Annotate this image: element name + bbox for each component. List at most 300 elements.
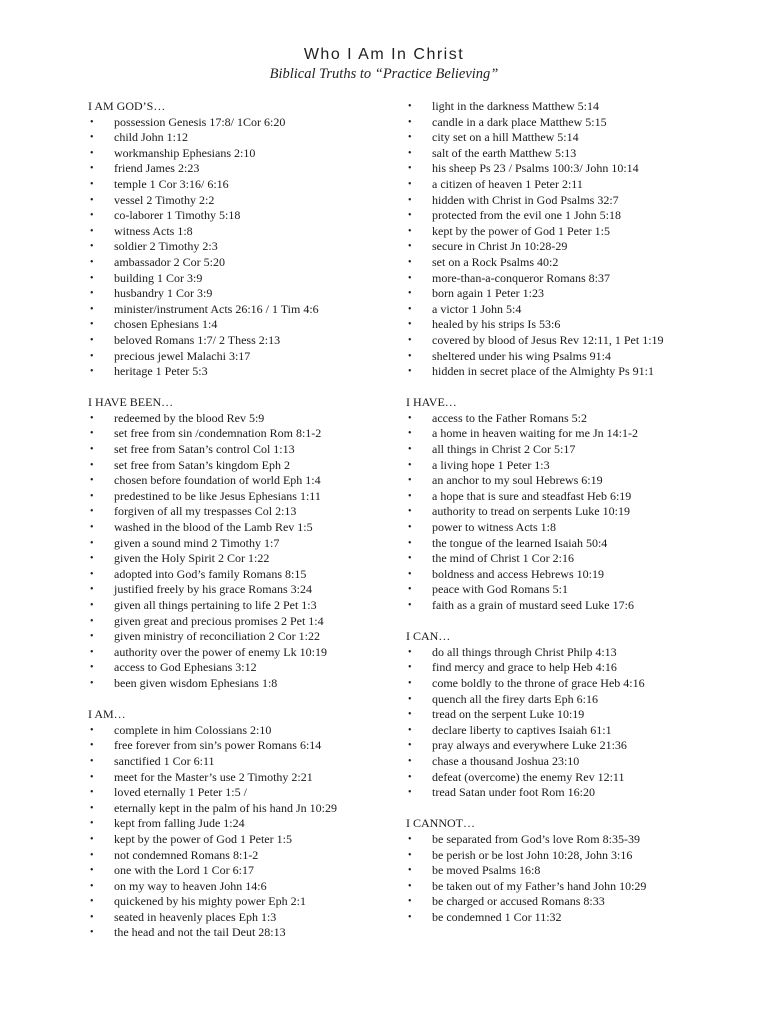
list-item [88,582,388,598]
list-item [88,801,388,817]
list-item-text: kept from falling Jude 1:24 [114,816,245,831]
list-item-text: predestined to be like Jesus Ephesians 1:11 [114,488,321,503]
list-item-text: more-than-a-conqueror Romans 8:37 [432,270,610,285]
bullet-icon: • [408,568,412,580]
list-item [88,442,388,458]
bullet-icon: • [408,412,412,424]
list-item [406,473,726,489]
list-item [88,520,388,536]
list-item-text: be perish or be lost John 10:28, John 3:16 [432,847,633,862]
bullet-icon: • [90,241,94,253]
section-heading: I CAN… [406,629,451,644]
list-item [406,426,726,442]
list-item [88,177,388,193]
list-item [406,317,726,333]
list-item [88,504,388,520]
bullet-icon: • [90,911,94,923]
bullet-icon: • [408,522,412,534]
list-item-text: set free from Satan’s kingdom Eph 2 [114,457,290,472]
list-item [88,349,388,365]
page-title: Who I Am In Christ [303,46,465,63]
bullet-icon: • [90,615,94,627]
list-item [406,239,726,255]
bullet-icon: • [90,568,94,580]
bullet-icon: • [90,849,94,861]
section-i-am [88,707,388,941]
bullet-icon: • [408,724,412,736]
list-item-text: a victor 1 John 5:4 [432,301,522,316]
section-spacer [406,380,726,396]
list-item [88,754,388,770]
bullet-icon: • [90,132,94,144]
bullet-icon: • [408,116,412,128]
bullet-icon: • [90,880,94,892]
bullet-icon: • [90,553,94,565]
list-item-text: not condemned Romans 8:1-2 [114,847,259,862]
list-item [406,770,726,786]
bullet-icon: • [90,319,94,331]
bullet-icon: • [90,303,94,315]
bullet-icon: • [90,147,94,159]
bullet-icon: • [408,740,412,752]
bullet-icon: • [408,459,412,471]
list-item-text: be taken out of my Father’s hand John 10:29 [432,878,647,893]
list-item-text: power to witness Acts 1:8 [432,520,556,535]
list-item-text: soldier 2 Timothy 2:3 [114,239,218,254]
bullet-icon: • [408,366,412,378]
list-item [88,598,388,614]
bullet-icon: • [408,880,412,892]
section-i-have-been [88,395,388,691]
section-heading: I HAVE BEEN… [88,395,174,410]
list-item [406,676,726,692]
bullet-icon: • [90,833,94,845]
list-item-text: pray always and everywhere Luke 21:36 [432,738,627,753]
list-item-text: one with the Lord 1 Cor 6:17 [114,863,254,878]
bullet-icon: • [90,865,94,877]
bullet-icon: • [408,911,412,923]
list-item-text: been given wisdom Ephesians 1:8 [114,675,278,690]
list-item [406,333,726,349]
list-item-text: quench all the firey darts Eph 6:16 [432,691,598,706]
bullet-icon: • [408,693,412,705]
bullet-icon: • [90,506,94,518]
list-item [406,271,726,287]
list-item-text: given great and precious promises 2 Pet 1:4 [114,613,324,628]
list-item [406,146,726,162]
list-item [88,146,388,162]
list-item-text: the head and not the tail Deut 28:13 [114,925,286,940]
bullet-list [406,645,726,801]
section-continued [406,99,726,380]
bullet-icon: • [90,412,94,424]
section-spacer [406,801,726,817]
list-item [88,614,388,630]
list-item-text: born again 1 Peter 1:23 [432,286,544,301]
list-item [406,660,726,676]
bullet-icon: • [90,646,94,658]
list-item-text: a hope that is sure and steadfast Heb 6:19 [432,488,632,503]
bullet-icon: • [408,101,412,112]
list-item-text: ambassador 2 Cor 5:20 [114,254,225,269]
bullet-icon: • [408,584,412,596]
list-item [406,832,726,848]
list-item [406,645,726,661]
bullet-list [88,411,388,692]
bullet-icon: • [408,428,412,440]
list-item-text: an anchor to my soul Hebrews 6:19 [432,473,603,488]
left-column [88,99,388,941]
list-item [88,193,388,209]
list-item-text: declare liberty to captives Isaiah 61:1 [432,722,612,737]
list-item [88,910,388,926]
bullet-icon: • [408,677,412,689]
page-subtitle: Biblical Truths to “Practice Believing” [269,66,499,82]
list-item [88,426,388,442]
list-item-text: city set on a hill Matthew 5:14 [432,130,579,145]
list-item [406,99,726,115]
list-item-text: set free from Satan’s control Col 1:13 [114,442,295,457]
bullet-icon: • [408,755,412,767]
bullet-icon: • [90,787,94,799]
section-spacer [88,380,388,396]
list-item-text: chase a thousand Joshua 23:10 [432,753,580,768]
list-item [88,629,388,645]
list-item [88,239,388,255]
list-item-text: do all things through Christ Philp 4:13 [432,644,617,659]
bullet-icon: • [408,896,412,908]
bullet-icon: • [408,865,412,877]
list-item-text: given a sound mind 2 Timothy 1:7 [114,535,280,550]
list-item-text: heritage 1 Peter 5:3 [114,364,208,379]
list-item-text: covered by blood of Jesus Rev 12:11, 1 Pet 1:19 [432,332,664,347]
list-item-text: come boldly to the throne of grace Heb 4:16 [432,675,645,690]
bullet-icon: • [90,662,94,674]
list-item [88,551,388,567]
list-item-text: be moved Psalms 16:8 [432,863,541,878]
bullet-icon: • [90,428,94,440]
list-item-text: husbandry 1 Cor 3:9 [114,286,213,301]
list-item [406,130,726,146]
bullet-icon: • [90,818,94,830]
list-item-text: tread Satan under foot Rom 16:20 [432,785,595,800]
bullet-icon: • [408,833,412,845]
list-item [88,645,388,661]
list-item-text: tread on the serpent Luke 10:19 [432,707,585,722]
list-item-text: given ministry of reconciliation 2 Cor 1:22 [114,629,320,644]
list-item-text: hidden in secret place of the Almighty Ps 91:1 [432,364,654,379]
bullet-icon: • [408,646,412,658]
list-item [406,520,726,536]
bullet-icon: • [408,787,412,799]
list-item-text: secure in Christ Jn 10:28-29 [432,239,568,254]
bullet-icon: • [90,896,94,908]
list-item-text: defeat (overcome) the enemy Rev 12:11 [432,769,625,784]
bullet-list [406,99,726,380]
list-item-text: friend James 2:23 [114,161,200,176]
section-i-cannot [406,816,726,925]
list-item [88,723,388,739]
bullet-icon: • [90,256,94,268]
bullet-icon: • [90,600,94,611]
list-item [406,567,726,583]
bullet-icon: • [90,350,94,362]
list-item [406,208,726,224]
list-item-text: adopted into God’s family Romans 8:15 [114,566,307,581]
section-heading: I HAVE… [406,395,457,410]
list-item [406,894,726,910]
list-item-text: washed in the blood of the Lamb Rev 1:5 [114,520,313,535]
list-item-text: possession Genesis 17:8/ 1Cor 6:20 [114,114,286,129]
bullet-icon: • [90,272,94,284]
list-item-text: witness Acts 1:8 [114,223,193,238]
bullet-icon: • [90,194,94,206]
bullet-icon: • [90,584,94,596]
list-item-text: minister/instrument Acts 26:16 / 1 Tim 4:6 [114,301,319,316]
list-item-text: complete in him Colossians 2:10 [114,722,272,737]
list-item-text: peace with God Romans 5:1 [432,582,568,597]
list-item-text: meet for the Master’s use 2 Timothy 2:21 [114,769,313,784]
bullet-icon: • [408,225,412,237]
list-item [88,894,388,910]
bullet-icon: • [90,178,94,190]
list-item-text: all things in Christ 2 Cor 5:17 [432,442,576,457]
bullet-icon: • [408,553,412,565]
list-item [88,879,388,895]
bullet-icon: • [408,537,412,549]
list-item-text: find mercy and grace to help Heb 4:16 [432,660,617,675]
list-item-text: justified freely by his grace Romans 3:24 [114,582,312,597]
list-item-text: boldness and access Hebrews 10:19 [432,566,604,581]
bullet-icon: • [408,334,412,346]
list-item-text: forgiven of all my trespasses Col 2:13 [114,504,297,519]
list-item-text: beloved Romans 1:7/ 2 Thess 2:13 [114,332,281,347]
bullet-icon: • [90,740,94,752]
list-item-text: be separated from God’s love Rom 8:35-39 [432,831,640,846]
list-item [88,567,388,583]
list-item-text: redeemed by the blood Rev 5:9 [114,410,265,425]
list-item-text: sanctified 1 Cor 6:11 [114,753,215,768]
bullet-icon: • [90,225,94,237]
bullet-icon: • [90,537,94,549]
list-item-text: loved eternally 1 Peter 1:5 / [114,785,247,800]
list-item-text: sheltered under his wing Psalms 91:4 [432,348,611,363]
list-item [88,925,388,941]
bullet-icon: • [408,147,412,159]
list-item-text: kept by the power of God 1 Peter 1:5 [432,223,610,238]
section-heading: I CANNOT… [406,816,475,831]
list-item [406,177,726,193]
right-column [406,99,726,925]
list-item-text: seated in heavenly places Eph 1:3 [114,909,277,924]
list-item-text: protected from the evil one 1 John 5:18 [432,208,621,223]
bullet-icon: • [408,771,412,783]
bullet-icon: • [408,475,412,487]
section-i-can [406,629,726,801]
list-item [88,458,388,474]
bullet-icon: • [90,927,94,939]
list-item [406,692,726,708]
list-item-text: chosen before foundation of world Eph 1:4 [114,473,321,488]
bullet-icon: • [408,178,412,190]
section-i-have [406,395,726,613]
list-item [406,286,726,302]
list-item-text: co-laborer 1 Timothy 5:18 [114,208,241,223]
list-item [88,302,388,318]
section-spacer [88,692,388,708]
list-item [406,863,726,879]
list-item [88,271,388,287]
bullet-icon: • [408,600,412,611]
list-item [406,785,726,801]
list-item [88,473,388,489]
list-item-text: building 1 Cor 3:9 [114,270,203,285]
list-item [406,302,726,318]
list-item-text: salt of the earth Matthew 5:13 [432,145,577,160]
list-item-text: kept by the power of God 1 Peter 1:5 [114,831,292,846]
list-item [406,504,726,520]
list-item [88,832,388,848]
bullet-icon: • [408,849,412,861]
list-item [406,224,726,240]
list-item-text: a citizen of heaven 1 Peter 2:11 [432,176,583,191]
list-item [88,286,388,302]
bullet-icon: • [408,288,412,300]
list-item [406,754,726,770]
list-item [88,411,388,427]
list-item [406,598,726,614]
list-item-text: temple 1 Cor 3:16/ 6:16 [114,176,229,191]
bullet-icon: • [90,366,94,378]
list-item-text: precious jewel Malachi 3:17 [114,348,251,363]
list-item [88,333,388,349]
list-item-text: a living hope 1 Peter 1:3 [432,457,550,472]
bullet-icon: • [408,132,412,144]
bullet-icon: • [408,709,412,721]
list-item [406,161,726,177]
list-item-text: chosen Ephesians 1:4 [114,317,218,332]
bullet-icon: • [408,662,412,674]
bullet-icon: • [90,802,94,814]
bullet-icon: • [408,490,412,502]
bullet-icon: • [408,256,412,268]
list-item [406,551,726,567]
list-item [88,536,388,552]
bullet-list [406,832,726,926]
list-item-text: the tongue of the learned Isaiah 50:4 [432,535,608,550]
list-item [406,910,726,926]
bullet-icon: • [408,319,412,331]
list-item [88,317,388,333]
list-item-text: quickened by his mighty power Eph 2:1 [114,894,306,909]
bullet-icon: • [90,755,94,767]
bullet-icon: • [90,771,94,783]
list-item [88,863,388,879]
list-item [88,676,388,692]
bullet-icon: • [408,194,412,206]
bullet-icon: • [408,303,412,315]
bullet-icon: • [408,210,412,222]
list-item [406,879,726,895]
bullet-icon: • [90,475,94,487]
list-item-text: candle in a dark place Matthew 5:15 [432,114,607,129]
list-item-text: child John 1:12 [114,130,188,145]
list-item [406,536,726,552]
list-item-text: authority over the power of enemy Lk 10:19 [114,644,327,659]
bullet-icon: • [408,506,412,518]
bullet-icon: • [90,288,94,300]
list-item [88,115,388,131]
bullet-icon: • [90,459,94,471]
list-item [406,707,726,723]
bullet-icon: • [90,490,94,502]
list-item [406,193,726,209]
list-item [406,848,726,864]
list-item [406,349,726,365]
bullet-icon: • [90,210,94,222]
section-spacer [406,614,726,630]
list-item-text: healed by his strips Is 53:6 [432,317,561,332]
list-item [88,738,388,754]
list-item [406,738,726,754]
bullet-icon: • [90,163,94,175]
bullet-icon: • [90,116,94,128]
list-item-text: light in the darkness Matthew 5:14 [432,99,599,113]
bullet-icon: • [90,444,94,456]
list-item-text: be condemned 1 Cor 11:32 [432,909,562,924]
list-item-text: a home in heaven waiting for me Jn 14:1-2 [432,426,638,441]
bullet-icon: • [90,631,94,643]
bullet-list [88,723,388,941]
bullet-icon: • [408,241,412,253]
list-item [88,224,388,240]
list-item-text: authority to tread on serpents Luke 10:19 [432,504,630,519]
section-heading: I AM GOD’S… [88,99,166,113]
list-item [406,458,726,474]
list-item [88,130,388,146]
list-item-text: be charged or accused Romans 8:33 [432,894,605,909]
list-item [88,255,388,271]
list-item [88,770,388,786]
list-item [406,489,726,505]
list-item-text: given all things pertaining to life 2 Pet 1:3 [114,598,317,612]
list-item [88,660,388,676]
list-item-text: eternally kept in the palm of his hand Jn 10:29 [114,800,337,815]
bullet-list [406,411,726,614]
list-item [88,161,388,177]
list-item [406,442,726,458]
list-item-text: his sheep Ps 23 / Psalms 100:3/ John 10:14 [432,161,639,176]
list-item-text: hidden with Christ in God Psalms 32:7 [432,192,619,207]
list-item [406,115,726,131]
section-i-am-god-s [88,99,388,380]
list-item-text: on my way to heaven John 14:6 [114,878,267,893]
bullet-icon: • [90,677,94,689]
list-item-text: free forever from sin’s power Romans 6:14 [114,738,322,753]
list-item [88,364,388,380]
list-item-text: access to the Father Romans 5:2 [432,410,587,425]
section-heading: I AM… [88,707,126,722]
list-item [88,848,388,864]
list-item [406,411,726,427]
bullet-list [88,115,388,380]
list-item-text: vessel 2 Timothy 2:2 [114,192,215,207]
bullet-icon: • [90,724,94,736]
list-item [406,364,726,380]
list-item-text: the mind of Christ 1 Cor 2:16 [432,551,574,566]
list-item-text: workmanship Ephesians 2:10 [114,145,256,160]
bullet-icon: • [408,444,412,456]
